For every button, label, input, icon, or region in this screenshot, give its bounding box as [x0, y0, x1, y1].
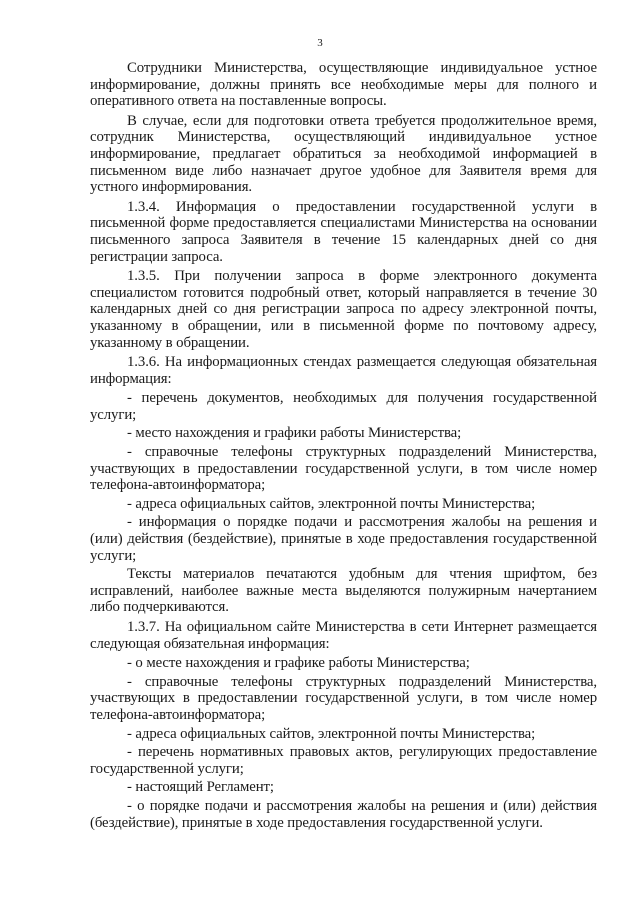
list-item-documents-list: - перечень документов, необходимых для получения государственной услуги;	[90, 390, 597, 423]
paragraph-1-3-6-info-stands: 1.3.6. На информационных стендах размещается следующая обязательная информация:	[90, 354, 597, 387]
page-number: 3	[317, 37, 323, 49]
list-item-reference-phones: - справочные телефоны структурных подразделений Министерства, участвующих в предоставлении государственной услуги, в том числе номер телефона-автоинформатора;	[90, 444, 597, 494]
paragraph-texts-font: Тексты материалов печатаются удобным для чтения шрифтом, без исправлений, наиболее важные места выделяются полужирным начертанием либо подчеркиваются.	[90, 566, 597, 616]
list-item-website-reference-phones: - справочные телефоны структурных подразделений Министерства, участвующих в предоставлении государственной услуги, в том числе номер телефона-автоинформатора;	[90, 673, 597, 723]
paragraph-1-3-5-electronic-request: 1.3.5. При получении запроса в форме электронного документа специалистом готовится подробный ответ, который направляется в течение 30 календарных дней со дня регистрации запроса по адресу электронной почты, указанному в обращении, или в письменной форме по почтовому адресу, указанному в обращении.	[90, 268, 597, 351]
paragraph-long-answer-time: В случае, если для подготовки ответа требуется продолжительное время, сотрудник Министерства, осуществляющий индивидуальное устное информирование, предлагает обратиться за необходимой информацией в письменном виде либо назначает другое удобное для Заявителя время для устного информирования.	[90, 112, 597, 196]
paragraph-staff-oral-info: Сотрудники Министерства, осуществляющие индивидуальное устное информирование, должны принять все необходимые меры для полного и оперативного ответа на поставленные вопросы.	[90, 60, 597, 110]
paragraph-1-3-7-official-website: 1.3.7. На официальном сайте Министерства в сети Интернет размещается следующая обязательная информация:	[90, 619, 597, 652]
list-item-website-regulation: - настоящий Регламент;	[127, 779, 274, 796]
document-body	[90, 60, 597, 831]
list-item-websites-email: - адреса официальных сайтов, электронной почты Министерства;	[127, 495, 536, 512]
list-item-website-sites-email: - адреса официальных сайтов, электронной почты Министерства;	[127, 725, 536, 742]
list-item-complaint-procedure: - информация о порядке подачи и рассмотрения жалобы на решения и (или) действия (бездействие), принятые в ходе предоставления государственной услуги;	[90, 514, 597, 564]
list-item-location-schedule: - место нахождения и графики работы Министерства;	[127, 425, 462, 442]
list-item-website-legal-acts: - перечень нормативных правовых актов, регулирующих предоставление государственной услуги;	[90, 744, 597, 777]
list-item-website-location-schedule: - о месте нахождения и графике работы Министерства;	[127, 655, 470, 672]
list-item-website-complaint-procedure: - о порядке подачи и рассмотрения жалобы на решения и (или) действия (бездействие), принятые в ходе предоставления государственной услуги.	[90, 797, 597, 831]
paragraph-1-3-4-written-info: 1.3.4. Информация о предоставлении государственной услуги в письменной форме предоставляется специалистами Министерства на основании письменного запроса Заявителя в течение 15 календарных дней со дня регистрации запроса.	[90, 198, 597, 265]
